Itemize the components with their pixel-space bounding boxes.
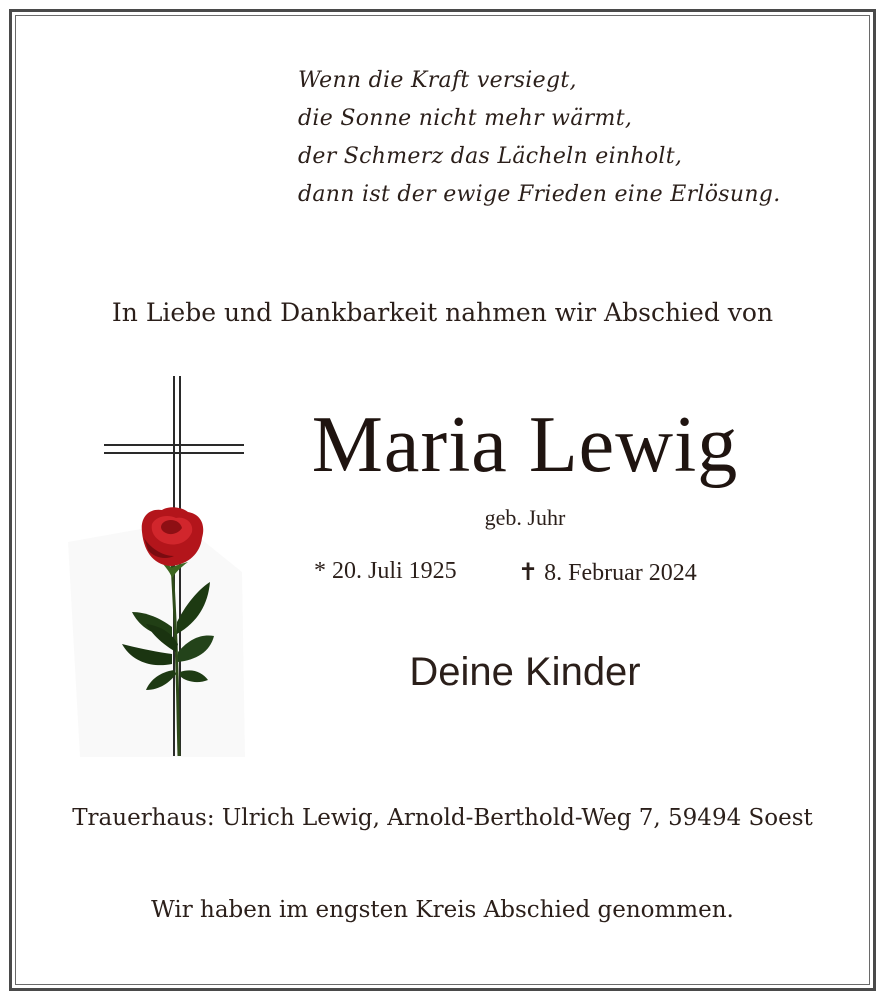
cross-horizontal-top bbox=[104, 444, 244, 446]
poem-line-3: der Schmerz das Lächeln einholt, bbox=[298, 144, 683, 169]
poem bbox=[298, 62, 781, 214]
cross-with-rose-icon bbox=[60, 372, 260, 764]
cross-horizontal-bottom bbox=[104, 452, 244, 454]
birth-date: * 20. Juli 1925 bbox=[314, 558, 457, 584]
poem-line-2: die Sonne nicht mehr wärmt, bbox=[298, 106, 633, 131]
poem-line-1: Wenn die Kraft versiegt, bbox=[298, 68, 577, 93]
poem-line-4: dann ist der ewige Frieden eine Erlösung. bbox=[298, 182, 781, 207]
maiden-name: geb. Juhr bbox=[484, 505, 566, 530]
signature: Deine Kinder bbox=[409, 650, 641, 694]
mourning-house: Trauerhaus: Ulrich Lewig, Arnold-Berthold-Weg 7, 59494 Soest bbox=[72, 805, 813, 831]
intro-text: In Liebe und Dankbarkeit nahmen wir Abschied von bbox=[111, 298, 774, 327]
deceased-name: Maria Lewig bbox=[311, 401, 739, 489]
death-date: ✝ 8. Februar 2024 bbox=[518, 560, 697, 586]
closing-text: Wir haben im engsten Kreis Abschied genommen. bbox=[151, 897, 734, 923]
